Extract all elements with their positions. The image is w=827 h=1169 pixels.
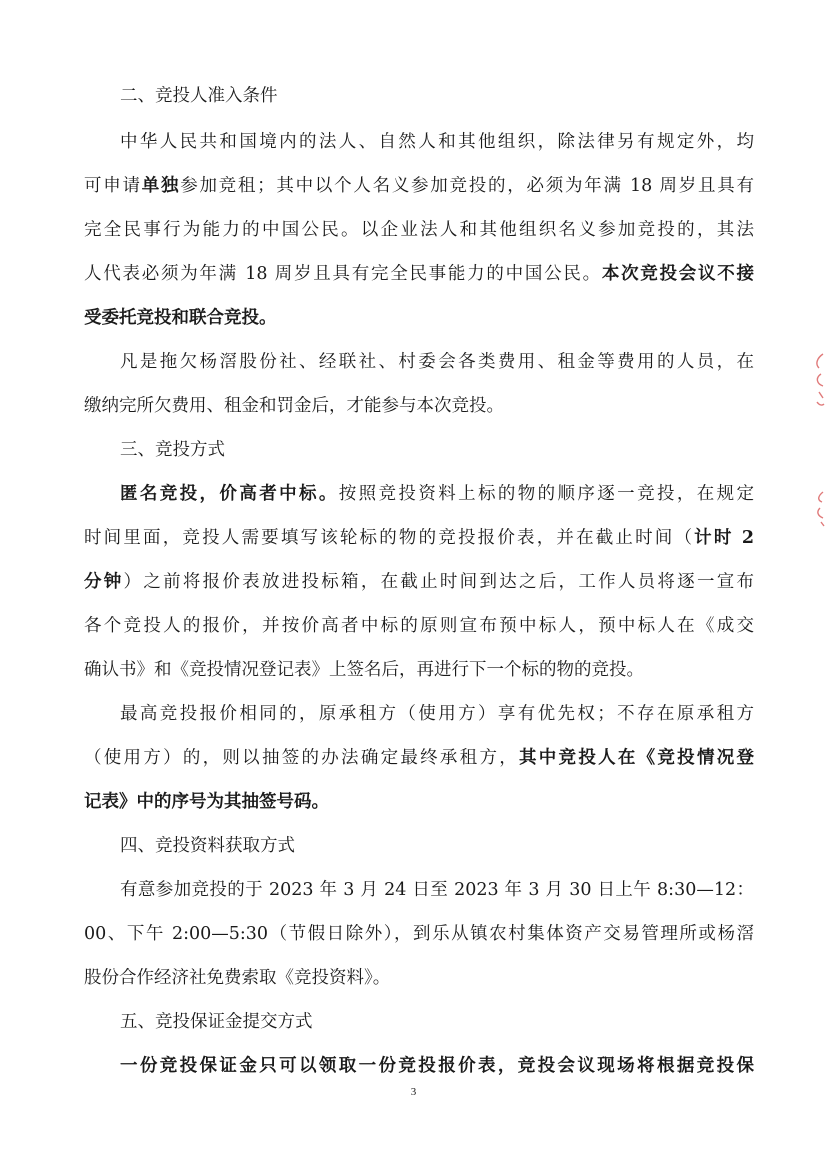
seal-stamp-fragment-top: [809, 350, 825, 410]
s3-p2-line-1: 最高竞投报价相同的，原承租方（使用方）享有优先权；不存在原承租方: [120, 704, 754, 724]
section-3-heading: 三、竞投方式: [120, 440, 225, 460]
s2-p1-line-5: [84, 306, 754, 330]
seal-stamp-fragment-bottom: [809, 488, 825, 528]
s3-p1-line-3: [84, 570, 754, 594]
s2-p1-line-2-bold: 单独: [141, 176, 181, 196]
s3-p1-line-2-a: 时间里面，竞投人需要填写该轮标的物的竞投报价表，并在截止时间（: [84, 528, 695, 548]
s3-p1-line-5: 确认书》和《竞投情况登记表》上签名后，再进行下一个标的物的竞投。: [84, 660, 644, 680]
s2-p1-line-2-b: 参加竞租；其中以个人名义参加竞投的，必须为年满 18 周岁且具有: [180, 176, 754, 196]
section-2-heading: 二、竞投人准入条件: [120, 86, 278, 106]
s3-p1-line-3-bold: 分钟: [84, 572, 124, 592]
s2-p1-line-3-text: 完全民事行为能力的中国公民。以企业法人和其他组织名义参加竞投的，其法: [84, 220, 754, 240]
s2-p1-line-3: [84, 218, 754, 242]
s3-p2-line-2-bold: 其中竞投人在《竞投情况登: [519, 748, 754, 768]
s2-p1-line-1-text: 中华人民共和国境内的法人、自然人和其他组织，除法律另有规定外，均: [120, 132, 754, 152]
s3-p2-line-2-a: （使用方）的，则以抽签的办法确定最终承租方，: [84, 748, 519, 768]
s2-p1-line-4-bold: 本次竞投会议不接: [601, 264, 754, 284]
s2-p2-line-1: 凡是拖欠杨滘股份社、经联社、村委会各类费用、租金等费用的人员，在: [120, 352, 754, 372]
s5-p1-line-1-bold: 一份竞投保证金只可以领取一份竞投报价表，竞投会议现场将根据竞投保: [120, 1056, 754, 1076]
s4-p1-line-2: 00、下午 2:00—5:30（节假日除外），到乐从镇农村集体资产交易管理所或杨滘: [84, 924, 754, 944]
s3-p2-line-3-bold: 记表》中的序号为其抽签号码。: [84, 792, 329, 812]
s3-p2-line-2: [84, 746, 754, 770]
s2-p1-line-5-bold: 受委托竞投和联合竞投。: [84, 308, 277, 328]
s3-p1-line-2: [84, 526, 754, 550]
s3-p1-line-3-rest: ）之前将报价表放进投标箱，在截止时间到达之后，工作人员将逐一宣布: [123, 572, 754, 592]
s2-p1-line-1: [120, 130, 754, 154]
s2-p1-line-4-a: 人代表必须为年满 18 周岁且具有完全民事能力的中国公民。: [84, 264, 602, 284]
s2-p1-line-4: [84, 262, 754, 286]
page-number: 3: [410, 1086, 417, 1098]
s2-p1-line-2-a: 可申请: [84, 176, 142, 196]
s2-p2-line-2: 缴纳完所欠费用、租金和罚金后，才能参与本次竞投。: [84, 396, 504, 416]
section-5-heading: 五、竞投保证金提交方式: [120, 1012, 313, 1032]
s3-p1-line-1: [120, 482, 754, 506]
section-4-heading: 四、竞投资料获取方式: [120, 836, 295, 856]
s3-p1-line-2-bold: 计时 2: [694, 528, 754, 548]
s3-p1-line-4: 各个竞投人的报价，并按价高者中标的原则宣布预中标人，预中标人在《成交: [84, 616, 754, 636]
s3-p1-line-1-rest: 按照竞投资料上标的物的顺序逐一竞投，在规定: [338, 484, 755, 504]
s3-p2-line-3: [84, 790, 754, 814]
s4-p1-line-3: 股份合作经济社免费索取《竞投资料》。: [84, 968, 391, 988]
s5-p1-line-1: [120, 1054, 754, 1078]
s2-p1-line-2: [84, 174, 754, 198]
s3-p1-line-1-bold: 匿名竞投，价高者中标。: [120, 484, 339, 504]
s4-p1-line-1: 有意参加竞投的于 2023 年 3 月 24 日至 2023 年 3 月 30 日上午 8:30—12：: [120, 880, 754, 900]
